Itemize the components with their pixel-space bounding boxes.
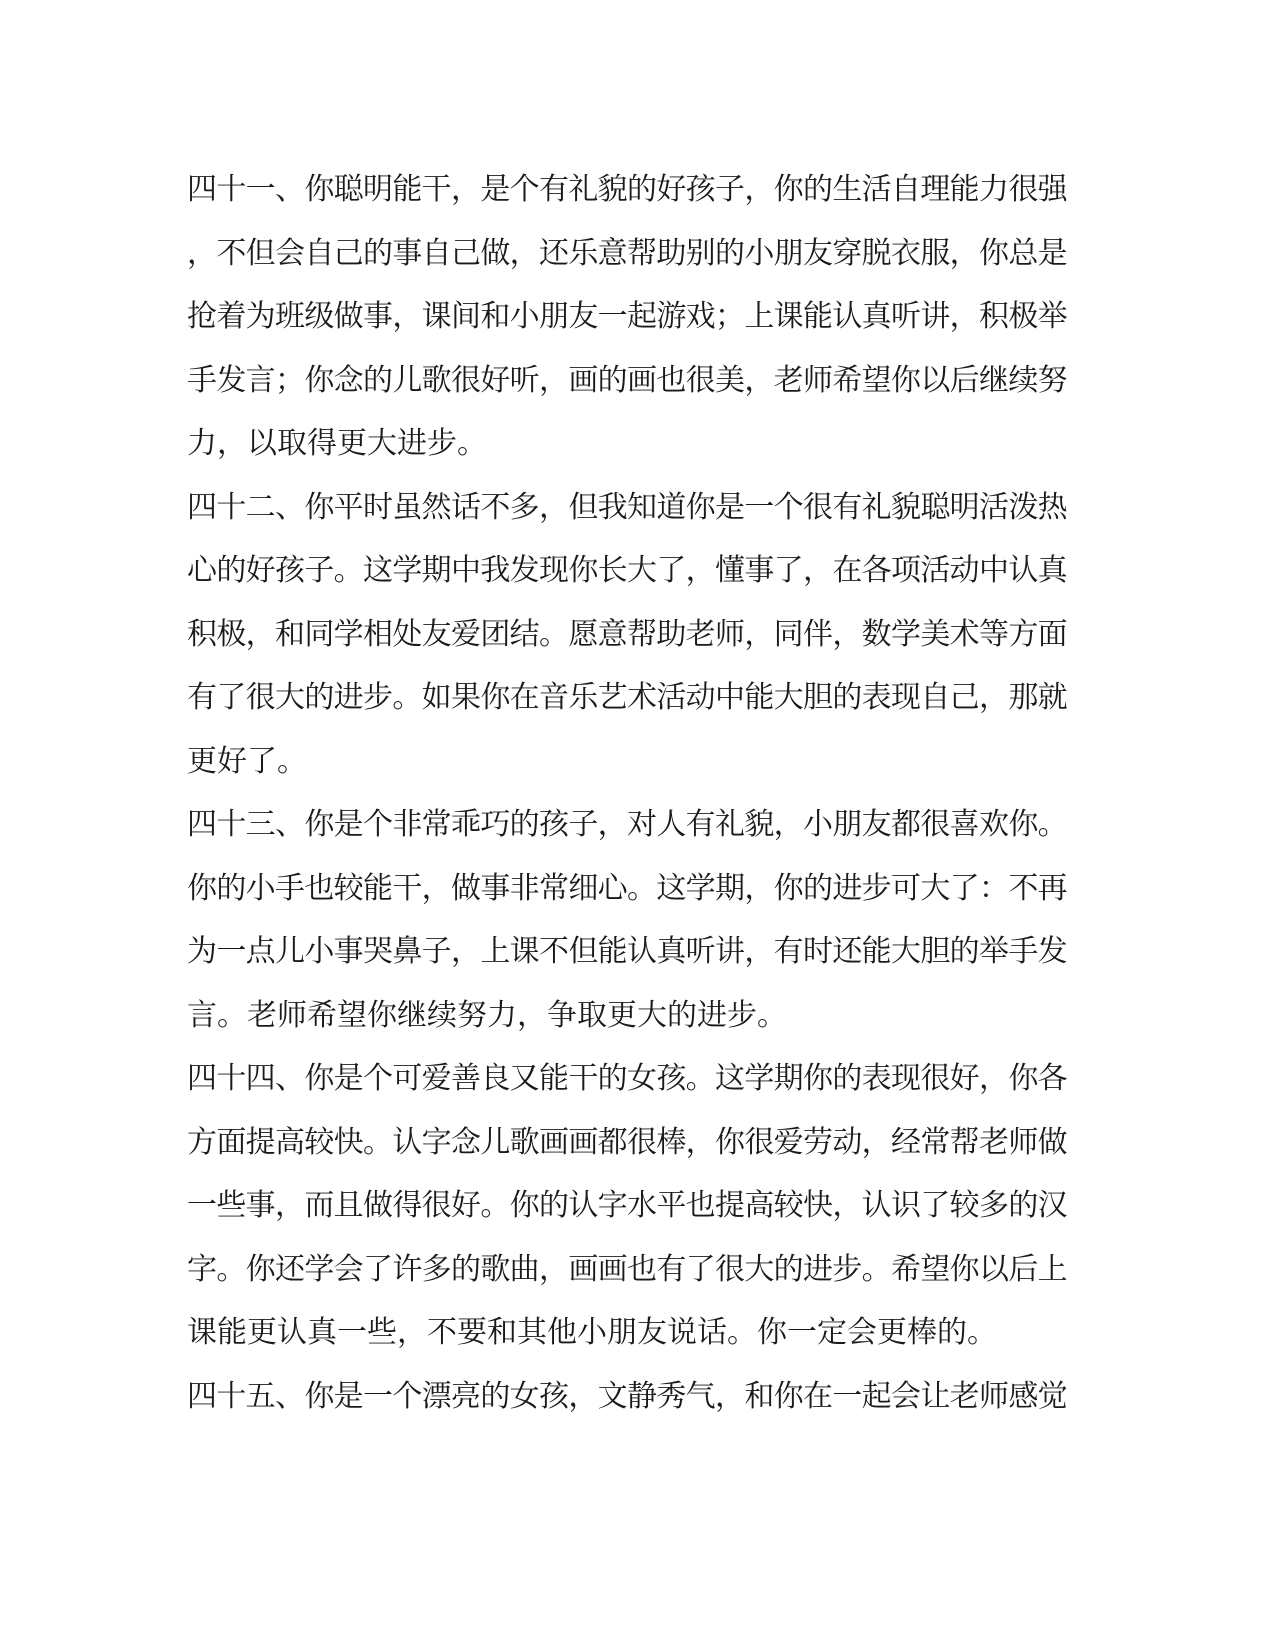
text-line: 积极，和同学相处友爱团结。愿意帮助老师，同伴，数学美术等方面 — [187, 616, 1067, 652]
text-line: 你的小手也较能干，做事非常细心。这学期，你的进步可大了：不再 — [187, 870, 1067, 906]
text-line: 抢着为班级做事，课间和小朋友一起游戏；上课能认真听讲，积极举 — [187, 299, 1067, 334]
text-line: 四十四、你是个可爱善良又能干的女孩。这学期你的表现很好，你各 — [187, 1061, 1067, 1096]
text-line: 更好了。 — [187, 743, 307, 779]
text-line: 为一点儿小事哭鼻子，上课不但能认真听讲，有时还能大胆的举手发 — [187, 934, 1067, 969]
text-line: 四十一、你聪明能干，是个有礼貌的好孩子，你的生活自理能力很强 — [187, 172, 1067, 207]
text-line: 一些事，而且做得很好。你的认字水平也提高较快，认识了较多的汉 — [187, 1188, 1067, 1223]
text-line: 四十三、你是个非常乖巧的孩子，对人有礼貌，小朋友都很喜欢你。 — [187, 807, 1067, 842]
text-line: 方面提高较快。认字念儿歌画画都很棒，你很爱劳动，经常帮老师做 — [187, 1124, 1067, 1160]
text-line: 字。你还学会了许多的歌曲，画画也有了很大的进步。希望你以后上 — [187, 1251, 1067, 1287]
text-line: 有了很大的进步。如果你在音乐艺术活动中能大胆的表现自己，那就 — [187, 680, 1067, 715]
text-line: 四十二、你平时虽然话不多，但我知道你是一个很有礼貌聪明活泼热 — [187, 489, 1067, 525]
text-line: 力，以取得更大进步。 — [187, 426, 487, 461]
text-line: 四十五、你是一个漂亮的女孩，文静秀气，和你在一起会让老师感觉 — [187, 1378, 1067, 1414]
text-line: 手发言；你念的儿歌很好听，画的画也很美，老师希望你以后继续努 — [187, 362, 1067, 398]
text-line: 课能更认真一些，不要和其他小朋友说话。你一定会更棒的。 — [187, 1315, 997, 1350]
document-body — [187, 158, 1067, 1428]
text-line: 心的好孩子。这学期中我发现你长大了，懂事了，在各项活动中认真 — [187, 553, 1067, 588]
text-line: 言。老师希望你继续努力，争取更大的进步。 — [187, 997, 787, 1033]
text-line: ，不但会自己的事自己做，还乐意帮助别的小朋友穿脱衣服，你总是 — [187, 235, 1067, 271]
